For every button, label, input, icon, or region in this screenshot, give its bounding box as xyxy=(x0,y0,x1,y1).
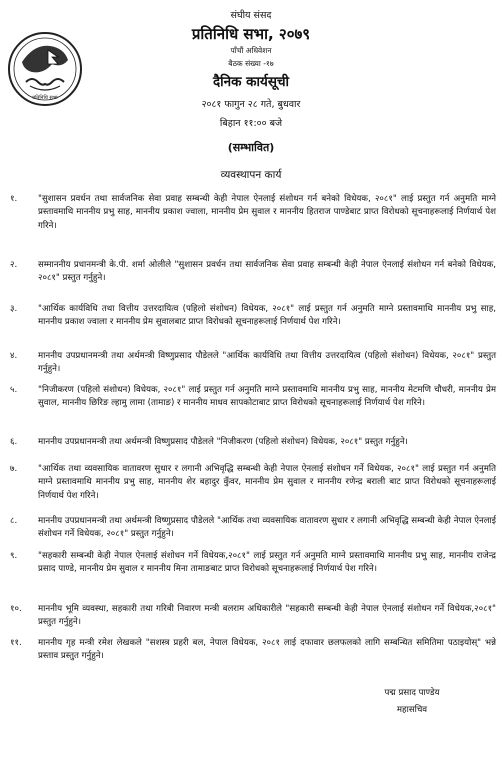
item-number: २. xyxy=(10,260,18,270)
item-number: ११. xyxy=(10,638,22,648)
meeting-number: बैठक संख्या -१७ xyxy=(228,59,274,68)
agenda-time: बिहान ११:०० बजे xyxy=(219,118,283,129)
parliament-name: संघीय संसद xyxy=(230,10,272,21)
item-text: सम्माननीय प्रधानमन्त्री के.पी. शर्मा ओलीले "सुशासन प्रवर्धन तथा सार्वजनिक सेवा प्रवाह सम्बन्धी केही नेपाल ऐनलाई संशोधन गर्न बनेको विधेयक, २०८१" प्रस्तुत गर्नुहुने। xyxy=(38,260,496,284)
item-text: माननीय भूमि व्यवस्था, सहकारी तथा गरिबी निवारण मन्त्री बलराम अधिकारीले "सहकारी सम्बन्धी केही नेपाल ऐनलाई संशोधन गर्ने विधेयक,२०८१" प्रस्तुत गर्नुहुने। xyxy=(38,604,496,628)
item-number: ४. xyxy=(10,351,18,361)
item-text: माननीय उपप्रधानमन्त्री तथा अर्थमन्त्री विष्णुप्रसाद पौडेलले "आर्थिक कार्यविधि तथा वित्तीय उत्तरदायित्व (पहिलो संशोधन) विधेयक, २०८१" प्रस्तुत गर्नुहुने। xyxy=(38,351,496,375)
item-text: "सुशासन प्रवर्धन तथा सार्वजनिक सेवा प्रवाह सम्बन्धी केही नेपाल ऐनलाई संशोधन गर्न बनेको विधेयक, २०८१" लाई प्रस्तुत गर्न अनुमति माग्ने प्रस्तावमाथि माननीय प्रभु साह, माननीय प्रकाश ज्वाला, माननीय प्रेम सुवाल र माननीय हितराज पाण्डेबाट प्राप्त विरोधको सूचनाहरूलाई निर्णयार्थ पेश गरिने। xyxy=(38,194,496,231)
item-number: १. xyxy=(10,194,18,204)
item-number: ८. xyxy=(10,516,18,526)
item-number: ३. xyxy=(10,304,18,314)
item-number: ७. xyxy=(10,464,18,474)
item-number: ९. xyxy=(10,551,18,561)
item-number: १०. xyxy=(10,604,22,614)
tentative-label: (सम्भावित) xyxy=(227,141,275,154)
item-number: ५. xyxy=(10,385,18,395)
item-text: "निजीकरण (पहिलो संशोधन) विधेयक, २०८१" लाई प्रस्तुत गर्न अनुमति माग्ने प्रस्तावमाथि माननीय प्रभु साह, माननीय मेटमणि चौधरी, माननीय प्रेम सुवाल, माननीय छिरिङ ल्हामु लामा (तामाङ) र माननीय माधव सापकोटाबाट प्राप्त विरोधको सूचनाहरूलाई निर्णयार्थ पेश गरिने। xyxy=(38,385,496,409)
item-text: माननीय उपप्रधानमन्त्री तथा अर्थमन्त्री विष्णुप्रसाद पौडेलले "निजीकरण (पहिलो संशोधन) विधेयक, २०८१" प्रस्तुत गर्नुहुने। xyxy=(38,437,408,447)
item-text: "आर्थिक तथा व्यवसायिक वातावरण सुधार र लगानी अभिवृद्धि सम्बन्धी केही नेपाल ऐनलाई संशोधन गर्ने विधेयक, २०८१" लाई प्रस्तुत गर्न अनुमति माग्ने प्रस्तावमाथि माननीय प्रभु साह, माननीय शेर बहादुर कुँवर, माननीय प्रेम सुवाल र माननीय रणेन्द्र बराली बाट प्राप्त विरोधको सूचनाहरूलाई निर्णयार्थ पेश गरिने। xyxy=(38,464,496,501)
item-text: माननीय उपप्रधानमन्त्री तथा अर्थमन्त्री विष्णुप्रसाद पौडेलले "आर्थिक तथा व्यवसायिक वातावरण सुधार र लगानी अभिवृद्धि सम्बन्धी केही नेपाल ऐनलाई संशोधन गर्ने विधेयक, २०८१" प्रस्तुत गर्नुहुने। xyxy=(38,516,496,540)
item-text: माननीय गृह मन्त्री रमेश लेखकले "सशस्त्र प्रहरी बल, नेपाल विधेयक, २०८१ लाई दफावार छलफलको लागि सम्बन्धित समितिमा पठाइयोस्" भन्ने प्रस्ताव प्रस्तुत गर्नुहुने। xyxy=(38,638,496,662)
session-label: पाँचौं अधिवेशन xyxy=(230,46,272,55)
house-title: प्रतिनिधि सभा, २०७९ xyxy=(191,25,311,43)
svg-text:प्रतिनिधि सभा: प्रतिनिधि सभा xyxy=(32,95,58,101)
agenda-date: २०८१ फागुन २८ गते, बुधवार xyxy=(201,99,301,110)
signatory-name: पद्म प्रसाद पाण्डेय xyxy=(384,688,440,698)
item-text: "आर्थिक कार्यविधि तथा वित्तीय उत्तरदायित्व (पहिलो संशोधन) विधेयक, २०८१" लाई प्रस्तुत गर्न अनुमति माग्ने प्रस्तावमाथि माननीय प्रभु साह, माननीय प्रकाश ज्वाला र माननीय प्रेम सुवालबाट प्राप्त विरोधको सूचनाहरूलाई निर्णयार्थ पेश गरिने। xyxy=(38,304,496,328)
agenda-title: दैनिक कार्यसूची xyxy=(212,74,290,90)
item-text: "सहकारी सम्बन्धी केही नेपाल ऐनलाई संशोधन गर्ने विधेयक,२०८१" लाई प्रस्तुत गर्न अनुमति माग्ने प्रस्तावमाथि माननीय प्रभु साह, माननीय राजेन्द्र प्रसाद पाण्डे, माननीय प्रेम सुवाल र माननीय मिना तामाङबाट प्राप्त विरोधको सूचनाहरूलाई निर्णयार्थ पेश गरिने। xyxy=(38,551,496,575)
item-number: ६. xyxy=(10,437,18,447)
signatory-designation: महासचिव xyxy=(396,705,428,715)
section-title: व्यवस्थापन कार्य xyxy=(220,169,282,181)
